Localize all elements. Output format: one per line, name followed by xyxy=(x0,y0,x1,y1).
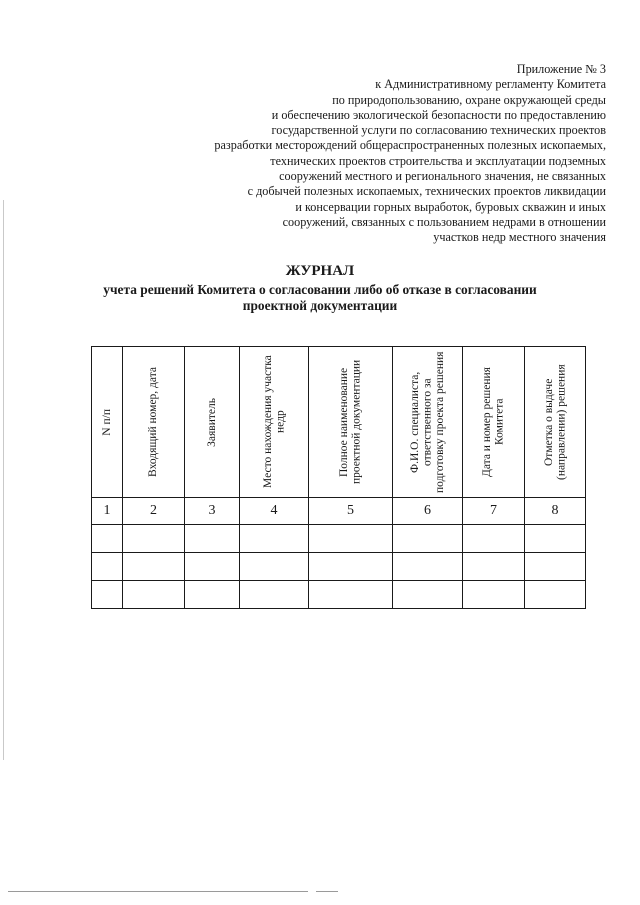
appendix-line: по природопользованию, охране окружающей среды xyxy=(332,92,606,107)
empty-cell xyxy=(92,581,123,609)
empty-cell xyxy=(185,525,240,553)
empty-cell xyxy=(185,553,240,581)
table-row xyxy=(92,525,586,553)
empty-cell xyxy=(240,553,309,581)
empty-cell xyxy=(463,553,525,581)
header-label: Отметка о выдаче (направлении) решения xyxy=(542,364,567,480)
header-label: N п/п xyxy=(100,408,113,436)
empty-cell xyxy=(309,581,393,609)
column-number: 6 xyxy=(393,498,463,525)
empty-cell xyxy=(92,525,123,553)
empty-cell xyxy=(525,525,586,553)
journal-subtitle: учета решений Комитета о согласовании либо об отказе в согласовании проектной документации xyxy=(103,282,537,313)
appendix-line: к Административному регламенту Комитета xyxy=(375,77,606,92)
empty-cell xyxy=(185,581,240,609)
empty-cell xyxy=(525,581,586,609)
header-cell-specialist xyxy=(393,347,463,498)
table-header-row xyxy=(92,347,586,498)
empty-cell xyxy=(393,581,463,609)
scan-bottom-line xyxy=(8,891,308,892)
header-cell-issue-mark xyxy=(525,347,586,498)
appendix-line: Приложение № 3 xyxy=(516,62,606,76)
appendix-line: участков недр местного значения xyxy=(433,230,606,245)
appendix-line: сооружений, связанных с пользованием недрами в отношении xyxy=(282,214,606,229)
column-number: 4 xyxy=(240,498,309,525)
appendix-line: и обеспечению экологической безопасности по предоставлению xyxy=(271,107,606,122)
header-cell-location xyxy=(240,347,309,498)
table-row xyxy=(92,553,586,581)
header-cell-decision xyxy=(463,347,525,498)
empty-cell xyxy=(393,553,463,581)
column-number: 3 xyxy=(185,498,240,525)
header-label: Заявитель xyxy=(205,397,218,447)
empty-cell xyxy=(463,581,525,609)
empty-cell xyxy=(309,553,393,581)
header-label: Место нахождения участка недр xyxy=(261,355,286,489)
header-label: Дата и номер решения Комитета xyxy=(481,367,506,477)
empty-cell xyxy=(463,525,525,553)
header-cell-doc-name xyxy=(309,347,393,498)
scan-edge-mark xyxy=(3,200,4,760)
header-cell-applicant xyxy=(185,347,240,498)
journal-title: ЖУРНАЛ xyxy=(285,263,355,279)
column-number: 1 xyxy=(92,498,123,525)
column-number: 7 xyxy=(463,498,525,525)
column-number-row xyxy=(92,498,586,525)
appendix-line: государственной услуги по согласованию технических проектов xyxy=(271,123,606,138)
empty-cell xyxy=(123,553,185,581)
empty-cell xyxy=(123,525,185,553)
appendix-header xyxy=(146,62,606,246)
header-label: Входящий номер, дата xyxy=(147,367,160,477)
header-cell-number xyxy=(92,347,123,498)
appendix-line: сооружений местного и регионального значения, не связанных xyxy=(279,169,606,184)
column-number: 5 xyxy=(309,498,393,525)
table-row xyxy=(92,581,586,609)
appendix-line: технических проектов строительства и эксплуатации подземных xyxy=(270,153,606,168)
header-label: Полное наименование проектной документации xyxy=(338,359,363,485)
column-number: 2 xyxy=(123,498,185,525)
empty-cell xyxy=(393,525,463,553)
header-label: Ф.И.О. специалиста, ответственного за подготовку проекта решения xyxy=(408,351,446,493)
empty-cell xyxy=(309,525,393,553)
empty-cell xyxy=(240,525,309,553)
appendix-line: с добычей полезных ископаемых, технических проектов ликвидации xyxy=(247,184,606,199)
empty-cell xyxy=(92,553,123,581)
header-cell-incoming xyxy=(123,347,185,498)
appendix-line: разработки месторождений общераспространенных полезных ископаемых, xyxy=(214,138,606,153)
journal-table xyxy=(91,346,586,609)
appendix-line: и консервации горных выработок, буровых скважин и иных xyxy=(295,199,606,214)
empty-cell xyxy=(240,581,309,609)
column-number: 8 xyxy=(525,498,586,525)
scan-bottom-line xyxy=(316,891,338,892)
empty-cell xyxy=(525,553,586,581)
empty-cell xyxy=(123,581,185,609)
